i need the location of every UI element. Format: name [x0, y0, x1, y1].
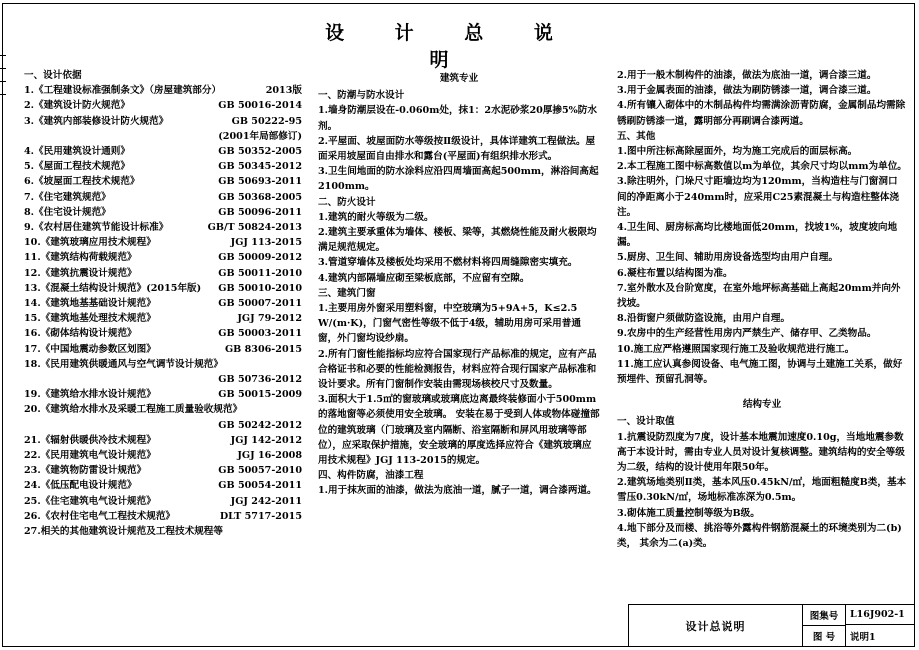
standard-row	[24, 129, 302, 144]
standard-code: GB 8306-2015	[224, 343, 302, 355]
standard-code: GB 50016-2014	[218, 100, 302, 112]
page-title: 设 计 总 说 明	[325, 22, 575, 71]
note-paragraph: 3.卫生间地面的防水涂料应沿四周墙面高起500mm，淋浴间高起2100mm。	[318, 166, 599, 193]
standard-row	[24, 418, 302, 433]
standard-name: 11.《建筑结构荷载规范》	[24, 252, 137, 264]
standard-code: GB 50057-2010	[218, 465, 302, 477]
page-label: 图 号	[803, 626, 846, 646]
standard-row	[24, 311, 302, 326]
standard-row	[24, 296, 302, 311]
standard-row	[24, 524, 302, 539]
standard-code: JGJ 79-2012	[237, 313, 302, 325]
structure-notes	[617, 430, 907, 552]
paint-notes	[617, 68, 907, 129]
standard-code: GB 50736-2012	[218, 374, 302, 386]
standard-name: 5.《屋面工程技术规范》	[24, 161, 130, 173]
structure-subheading: 一、设计取值	[617, 416, 675, 428]
design-basis-column	[24, 68, 302, 539]
note-paragraph: 6.凝柱布置以结构图为准。	[617, 267, 733, 279]
note-paragraph: 1.抗震设防烈度为7度，设计基本地震加速度0.10g，当地地震参数高于本设计时，需由专业人员对设计复核调整。建筑结构的安全等级为二级，结构的设计使用年限50年。	[617, 431, 905, 474]
standard-row	[24, 266, 302, 281]
standard-row	[24, 372, 302, 387]
note-paragraph: 3.管道穿墙体及楼板处均采用不燃材料将四周缝隙密实填充。	[318, 257, 578, 269]
standard-row	[24, 83, 302, 98]
architecture-heading: 建筑专业	[439, 73, 479, 84]
standard-code: GB 50011-2010	[218, 267, 302, 279]
note-paragraph: 4.所有镶入砌体中的木制品构件均需满涂沥青防腐，金属制品均需除锈刷防锈漆一道，露明部分再刷调合漆两道。	[617, 100, 906, 127]
standard-row	[24, 281, 302, 296]
standard-code: GB 50009-2012	[218, 252, 302, 264]
standard-row	[24, 250, 302, 265]
note-paragraph: 2.建筑主要承重体为墙体、楼板、梁等，其燃烧性能及耐火极限均满足规范规定。	[318, 227, 597, 254]
standard-row	[24, 98, 302, 113]
note-paragraph: 3.面积大于1.5㎡的窗玻璃或玻璃底边离最终装修面小于500mm的落地窗等必须使用安全玻璃。 安装在易于受到人体或物体碰撞部位的建筑玻璃（门玻璃及室内隔断、浴室隔断和屏风用玻璃等部位），应采取保护措施，安全玻璃的厚度选择应符合《建筑玻璃应用技术规程》JGJ 113-2015的规定。	[318, 394, 600, 467]
standard-code: GB/T 50824-2013	[207, 222, 302, 234]
standard-name: 22.《民用建筑电气设计规范》	[24, 450, 156, 462]
standard-code: GB 50222-95	[231, 115, 302, 127]
standard-row	[24, 205, 302, 220]
standard-row	[24, 159, 302, 174]
note-paragraph: 8.沿街窗户须做防盗设施，由用户自理。	[617, 313, 791, 325]
standard-name: 19.《建筑给水排水设计规范》	[24, 389, 156, 401]
note-paragraph: 1.建筑的耐火等级为二级。	[318, 211, 434, 223]
standard-name: 10.《建筑玻璃应用技术规程》	[24, 237, 156, 249]
standard-code: 2013版	[265, 85, 302, 97]
standard-code: GB 50007-2011	[218, 298, 302, 310]
standard-row	[24, 235, 302, 250]
standard-code: JGJ 242-2011	[230, 495, 302, 507]
note-paragraph: 2.建筑场地类别Ⅱ类，基本风压0.45kN/㎡，地面粗糙度B类，基本雪压0.30kN/㎡，场地标准冻深为0.5m。	[617, 477, 907, 504]
standard-code: GB 50096-2011	[218, 206, 302, 218]
section-heading: 一、防潮与防水设计	[318, 90, 405, 102]
standard-code: GB 50368-2005	[218, 191, 302, 203]
standard-code: GB 50010-2010	[218, 282, 302, 294]
note-paragraph: 11.施工应认真参阅设备、电气施工图，协调与土建施工关系，做好预埋件、预留孔洞等。	[617, 358, 903, 386]
note-paragraph: 3.除注明外，门垛尺寸距墙边均为120mm，当构造柱与门窗洞口间的净距离小于240mm时，应采用C25素混凝土与构造柱整体浇注。	[617, 176, 899, 218]
architecture-blocks	[318, 88, 600, 498]
standard-row	[24, 402, 302, 417]
standard-code: GB 50003-2011	[218, 328, 302, 340]
standard-code: GB 50345-2012	[218, 161, 302, 173]
standard-code: GB 50015-2009	[218, 389, 302, 401]
standard-name: 17.《中国地震动参数区划图》	[24, 343, 156, 355]
standard-row	[24, 463, 302, 478]
page-value: 说明1	[850, 632, 876, 643]
notes-column	[617, 68, 907, 551]
title-block-name: 设计总说明	[629, 605, 803, 646]
binding-edge	[0, 55, 6, 435]
note-paragraph: 10.施工应严格遵照国家现行施工及验收规范进行施工。	[617, 343, 855, 355]
structure-heading: 结构专业	[742, 399, 782, 411]
standard-row	[24, 387, 302, 402]
standard-name: 8.《住宅设计规范》	[24, 206, 111, 218]
note-paragraph: 4.地下部分及而楼、挑浴等外露构件钢筋混凝土的环境类别为二(b)类， 其余为二(a)类。	[617, 522, 902, 550]
note-paragraph: 2.用于一般木制构件的油漆，做法为底油一道，调合漆三道。	[617, 70, 877, 81]
note-paragraph: 1.图中所注标高除屋面外，均为施工完成后的面层标高。	[617, 146, 858, 158]
standards-list	[24, 83, 302, 539]
note-paragraph: 4.建筑内部隔墙应砌至梁板底部，不应留有空隙。	[318, 272, 530, 284]
other-heading: 五、其他	[617, 130, 656, 142]
standard-name: 15.《建筑地基处理技术规范》	[24, 313, 156, 325]
standard-name: 20.《建筑给水排水及采暖工程施工质量验收规范》	[24, 404, 243, 416]
standard-name: 24.《低压配电设计规范》	[24, 480, 137, 492]
note-paragraph: 1.主要用房外窗采用塑料窗，中空玻璃为5+9A+5，K≤2.5 W/(m·K)，门窗气密性等级不低于4级，辅助用房可采用普通窗，外门窗均设纱扇。	[318, 303, 581, 345]
standard-row	[24, 326, 302, 341]
standard-row	[24, 478, 302, 493]
standard-row	[24, 433, 302, 448]
note-paragraph: 2.所有门窗性能指标均应符合国家现行产品标准的规定，应有产品合格证书和必要的性能检测报告，材料应符合现行国家产品标准和设计要求。所有门窗制作安装由需现场核校尺寸及数量。	[318, 348, 597, 391]
standard-name: 23.《建筑物防雷设计规范》	[24, 465, 147, 477]
standard-name: 27.相关的其他建筑设计规范及工程技术规程等	[24, 526, 223, 538]
standard-code: GB 50242-2012	[218, 419, 302, 431]
architecture-column	[318, 68, 600, 499]
standard-name: 12.《建筑抗震设计规范》	[24, 267, 137, 279]
atlas-label: 图集号	[803, 605, 846, 626]
standard-row	[24, 357, 302, 372]
standard-name: 6.《坡屋面工程技术规范》	[24, 176, 140, 188]
standard-code: DLT 5717-2015	[219, 510, 302, 522]
standard-name: 4.《民用建筑设计通则》	[24, 146, 130, 158]
standard-name: 25.《住宅建筑电气设计规范》	[24, 495, 156, 507]
note-paragraph: 3.砌体施工质量控制等级为B级。	[617, 507, 760, 519]
standard-code: GB 50054-2011	[218, 480, 302, 492]
note-paragraph: 2.平屋面、坡屋面防水等级按Ⅱ级设计，具体详建筑工程做法。屋面采用坡屋面自由排水和露台(平屋面)有组织排水形式。	[318, 135, 596, 163]
note-paragraph: 5.厨房、卫生间、辅助用房设备选型均由用户自理。	[617, 252, 839, 264]
standard-row	[24, 494, 302, 509]
standard-code: (2001年局部修订)	[218, 130, 302, 142]
note-paragraph: 7.室外散水及台阶宽度，在室外地坪标高基础上高起20mm并向外找坡。	[617, 282, 901, 310]
standard-code: GB 50693-2011	[218, 176, 302, 188]
standard-row	[24, 174, 302, 189]
note-paragraph: 9.农房中的生产经营性用房内严禁生产、储存甲、乙类物品。	[617, 328, 877, 340]
standard-name: 7.《住宅建筑规范》	[24, 191, 111, 203]
standard-name: 1.《工程建设标准强制条文》（房屋建筑部分）	[24, 85, 222, 97]
section-heading: 四、构件防腐，油漆工程	[318, 470, 424, 482]
standard-row	[24, 220, 302, 235]
standard-name: 26.《农村住宅电气工程技术规范》	[24, 510, 176, 522]
note-paragraph: 1.墙身防潮层设在-0.060m处，抹1：2水泥砂浆20厚掺5%防水剂。	[318, 105, 597, 132]
note-paragraph: 1.用于抹灰面的油漆，做法为底油一道，腻子一道，调合漆两道。	[318, 485, 597, 497]
standard-code: GB 50352-2005	[218, 146, 302, 158]
section-heading: 三、建筑门窗	[318, 287, 376, 299]
title-block	[628, 604, 914, 646]
design-basis-heading: 一、设计依据	[24, 70, 82, 81]
standard-name: 13.《混凝土结构设计规范》(2015年版)	[24, 282, 202, 294]
standard-row	[24, 114, 302, 129]
note-paragraph: 3.用于金属表面的油漆，做法为刷防锈漆一道，调合漆三道。	[617, 85, 877, 97]
standard-code: JGJ 16-2008	[237, 450, 302, 462]
standard-name: 14.《建筑地基基础设计规范》	[24, 298, 156, 310]
note-paragraph: 2.本工程施工图中标高数值以m为单位，其余尺寸均以mm为单位。	[617, 161, 907, 173]
note-paragraph: 4.卫生间、厨房标高均比楼地面低20mm，找坡1%，坡度坡向地漏。	[617, 222, 898, 249]
standard-code: JGJ 142-2012	[230, 434, 302, 446]
standard-row	[24, 342, 302, 357]
standard-name: 16.《砌体结构设计规范》	[24, 328, 137, 340]
standard-row	[24, 509, 302, 524]
standard-name: 21.《辐射供暖供冷技术规程》	[24, 434, 156, 446]
other-notes	[617, 144, 907, 387]
standard-row	[24, 144, 302, 159]
standard-row	[24, 448, 302, 463]
standard-row	[24, 190, 302, 205]
standard-name: 3.《建筑内部装修设计防火规范》	[24, 115, 169, 127]
atlas-value: L16J902-1	[846, 605, 914, 625]
standard-name: 9.《农村居住建筑节能设计标准》	[24, 222, 169, 234]
standard-name: 2.《建筑设计防火规范》	[24, 100, 130, 112]
standard-code: JGJ 113-2015	[230, 237, 302, 249]
section-heading: 二、防火设计	[318, 196, 376, 208]
standard-name: 18.《民用建筑供暖通风与空气调节设计规范》	[24, 358, 223, 370]
